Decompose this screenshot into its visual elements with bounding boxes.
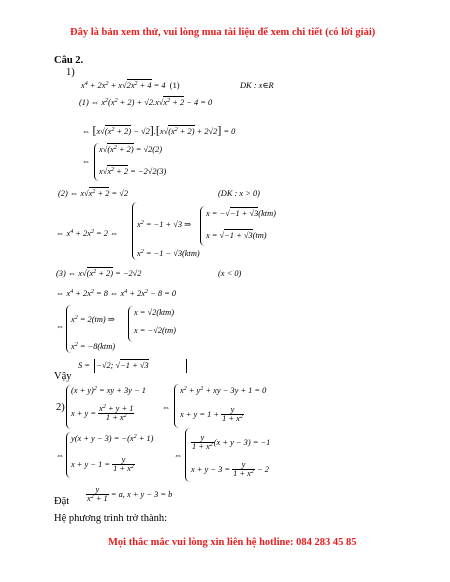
system-3-eq-1: $y(x + y - 3) = -(x^2 + 1)$: [71, 434, 154, 443]
equivalence-arrow: ⇔: [174, 451, 183, 460]
equation-1-tag: (1): [169, 81, 180, 90]
solution-set: S = −√2; √−1 + √3: [78, 362, 149, 370]
step-1: (1) ⇔ $x^2(x^2 + 2) + √2.x√x^2 + 2 - 4 = 0$: [79, 98, 213, 107]
system-1-eq-2: x + y = $\frac{x^2 + y + 1}{1 + x^2}$: [71, 404, 134, 423]
eq2-x-a1: x = −√−1 + √3(ktm): [206, 209, 276, 218]
hotline-footer: Mọi thắc mắc vui lòng xin liên hệ hotline: 084 283 45 85: [108, 537, 357, 548]
step-2-factored: ⇔ $[x√(x^2 + 2) - √2].[x√(x^2 + 2) + 2√2] = 0$: [82, 123, 236, 137]
part-1-label: 1): [66, 67, 75, 78]
eq3-x2-a: $x^2 = 2(tm)$ ⇒: [71, 315, 115, 324]
equation-3: (3) ⇔ $x√(x^2 + 2) = -2√2$: [56, 269, 142, 278]
system-4-eq-2: x + y − 3 = $\frac{y}{1 + x^2}$ − 2: [191, 460, 269, 479]
eq3-x2-b: $x^2 = -8(ktm)$: [71, 342, 116, 351]
eq2-x2-b: $x^2 = -1 - √3(ktm)$: [137, 249, 200, 258]
eq3-x-a1: x = √2(ktm): [134, 308, 175, 317]
substitution: $\frac{y}{x^2 + 1}$ = a, x + y − 3 = b: [87, 485, 173, 504]
case-2: $x√(x^2 + 2) = √2(2)$: [99, 145, 163, 154]
equation-3-solve: ⇔ $x^4 + 2x^2 = 8$ ⇔ $x^4 + 2x^2 - 8 = 0$: [56, 289, 177, 298]
question-title: Câu 2.: [54, 55, 84, 66]
system-brace-2: [174, 384, 179, 428]
part-2-label: 2): [56, 402, 65, 413]
system-1-eq-1: $(x + y)^2$ = xy + 3y − 1: [71, 386, 146, 395]
equation-1: $x^4 + 2x^2 + x√2x^2 + 4 = 4$ (1): [81, 81, 180, 90]
equation-2-condition: (DK : x > 0): [218, 189, 260, 198]
case-brace-5: [128, 306, 133, 342]
preview-banner: Đây là bản xem thử, vui lòng mua tài liệu để xem chi tiết (có lời giải): [70, 27, 376, 38]
system-4-eq-1: $\frac{y}{1 + x^2}$ (x + y − 3) = −1: [192, 433, 271, 452]
equivalence-arrow: ⇔: [162, 403, 171, 412]
substitution-label: Đặt: [54, 496, 70, 507]
eq3-x-a2: x = −√2(tm): [134, 326, 176, 335]
equivalence-arrow: ⇔: [82, 157, 91, 166]
condition-1: DK : x∈R: [240, 81, 274, 90]
conclusion-label: Vậy: [54, 371, 72, 382]
system-brace-4: [185, 428, 190, 482]
equation-2: (2) ⇔ $x√x^2 + 2 = √2$: [58, 189, 129, 198]
equivalence-arrow: ⇔: [56, 451, 65, 460]
case-3: $x√x^2 + 2 = -2√2(3)$: [99, 167, 167, 176]
system-2-eq-2: x + y = 1 + $\frac{y}{1 + x^2}$: [180, 405, 243, 424]
eq2-x2-a: $x^2 = -1 + √3$ ⇒: [137, 220, 192, 229]
case-brace-3: [200, 206, 205, 246]
new-system-text: Hệ phương trình trở thành:: [54, 513, 168, 524]
equation-2-solve: ⇔ $x^4 + 2x^2 = 2$ ⇔: [56, 229, 119, 238]
equation-3-condition: (x < 0): [218, 269, 242, 278]
equivalence-arrow: ⇔: [56, 322, 65, 331]
eq2-x-a2: x = √−1 + √3(tm): [206, 231, 267, 240]
system-3-eq-2: x + y − 1 = $\frac{y}{1 + x^2}$: [71, 455, 134, 474]
system-2-eq-1: $x^2 + y^2$ + xy − 3y + 1 = 0: [180, 386, 267, 395]
